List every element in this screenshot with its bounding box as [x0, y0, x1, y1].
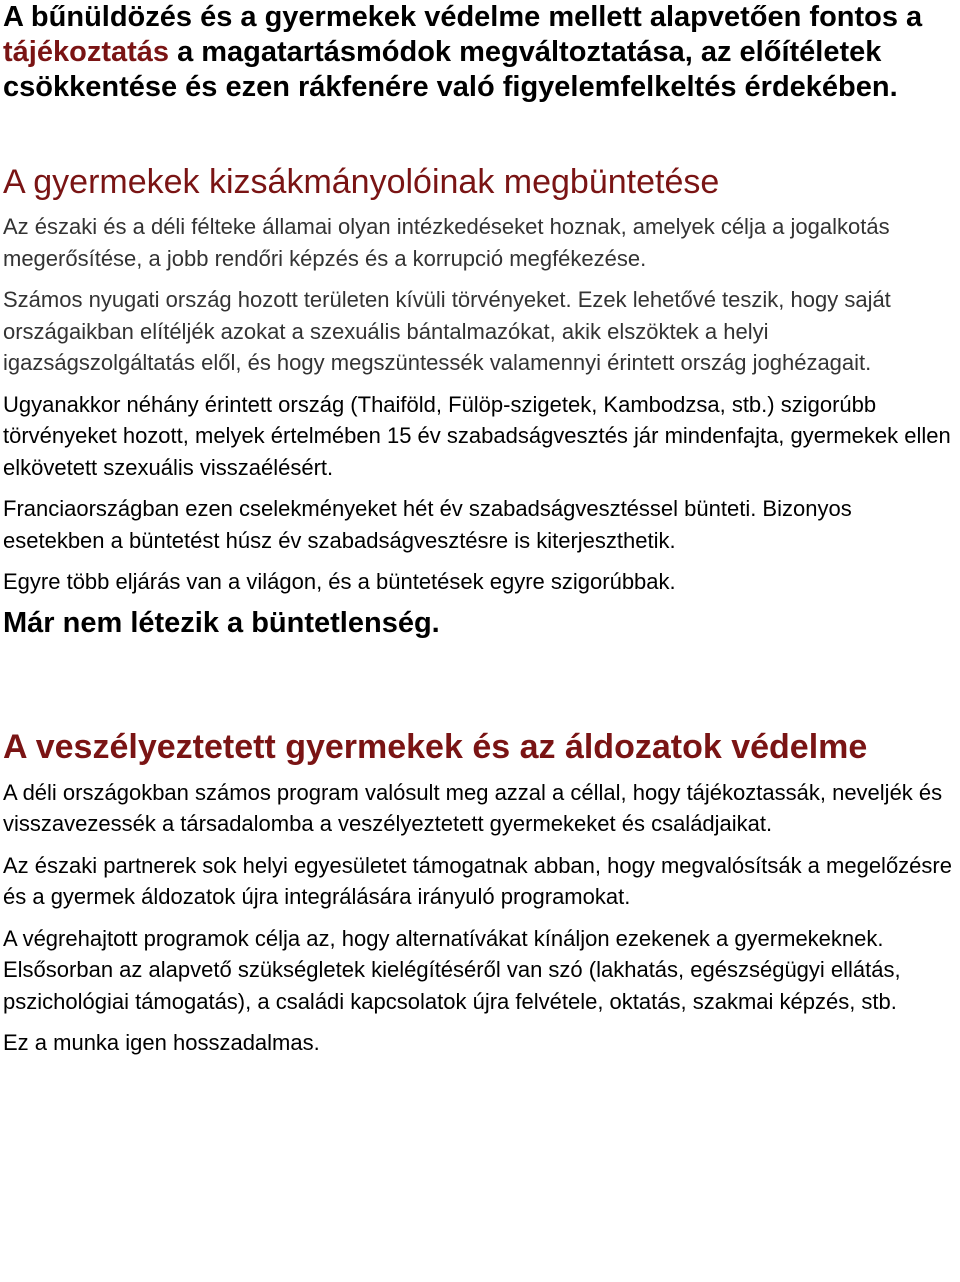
intro-text-after: a magatartásmódok megváltoztatása, az előítéletek csökkentése és ezen rákfenére való figyelemfelkeltés érdekében. — [3, 36, 898, 103]
section1-paragraph: Franciaországban ezen cselekményeket hét év szabadságvesztéssel bünteti. Bizonyos esetekben a büntetést húsz év szabadságvesztésre is kiterjeszthetik. — [3, 496, 852, 553]
section-title-punishment: A gyermekek kizsákmányolóinak megbüntetése — [3, 163, 720, 201]
section-title-protection: A veszélyeztetett gyermekek és az áldozatok védelme — [3, 727, 868, 766]
section2-paragraph: A déli országokban számos program valósult meg azzal a céllal, hogy tájékoztassák, neveljék és visszavezessék a társadalomba a veszélyeztetett gyermekeket és családjaikat. — [3, 779, 943, 836]
section2-paragraph: Az északi partnerek sok helyi egyesületet támogatnak abban, hogy megvalósítsák a megelőzésre és a gyermek áldozatok újra integrálására irányuló programokat. — [3, 852, 952, 909]
impunity-statement: Már nem létezik a büntetlenség. — [3, 606, 440, 639]
section1-paragraph: Az északi és a déli félteke államai olyan intézkedéseket hoznak, amelyek célja a jogalkotás megerősítése, a jobb rendőri képzés és a korrupció megfékezése. — [3, 214, 890, 271]
section2-paragraph: A végrehajtott programok célja az, hogy alternatívákat kínáljon ezekenek a gyermekeknek. Elsősorban az alapvető szükségletek kielégítéséről van szó (lakhatás, egészségügyi ellátás, pszichológiai támogatás), a családi kapcsolatok újra felvétele, oktatás, szakmai képzés, stb. — [3, 925, 901, 1014]
section1-paragraph: Egyre több eljárás van a világon, és a büntetések egyre szigorúbbak. — [3, 569, 676, 594]
section1-paragraph: Számos nyugati ország hozott területen kívüli törvényeket. Ezek lehetővé teszik, hogy saját országaikban elítéljék azokat a szexuális bántalmazókat, akik elszöktek a helyi igazságszolgáltatás elől, és hogy megszüntessék valamennyi érintett ország joghézagait. — [3, 287, 891, 375]
document-page — [3, 0, 958, 1059]
intro-text-before: A bűnüldözés és a gyermekek védelme mellett alapvetően fontos a — [3, 1, 923, 33]
intro-highlight: tájékoztatás — [3, 36, 170, 68]
intro-paragraph — [3, 0, 958, 105]
section2-paragraph: Ez a munka igen hosszadalmas. — [3, 1030, 320, 1055]
section1-paragraph: Ugyanakkor néhány érintett ország (Thaiföld, Fülöp-szigetek, Kambodzsa, stb.) szigorúbb törvényeket hozott, melyek értelmében 15 év szabadságvesztés jár mindenfajta, gyermekek ellen elkövetett szexuális visszaélésért. — [3, 391, 951, 480]
